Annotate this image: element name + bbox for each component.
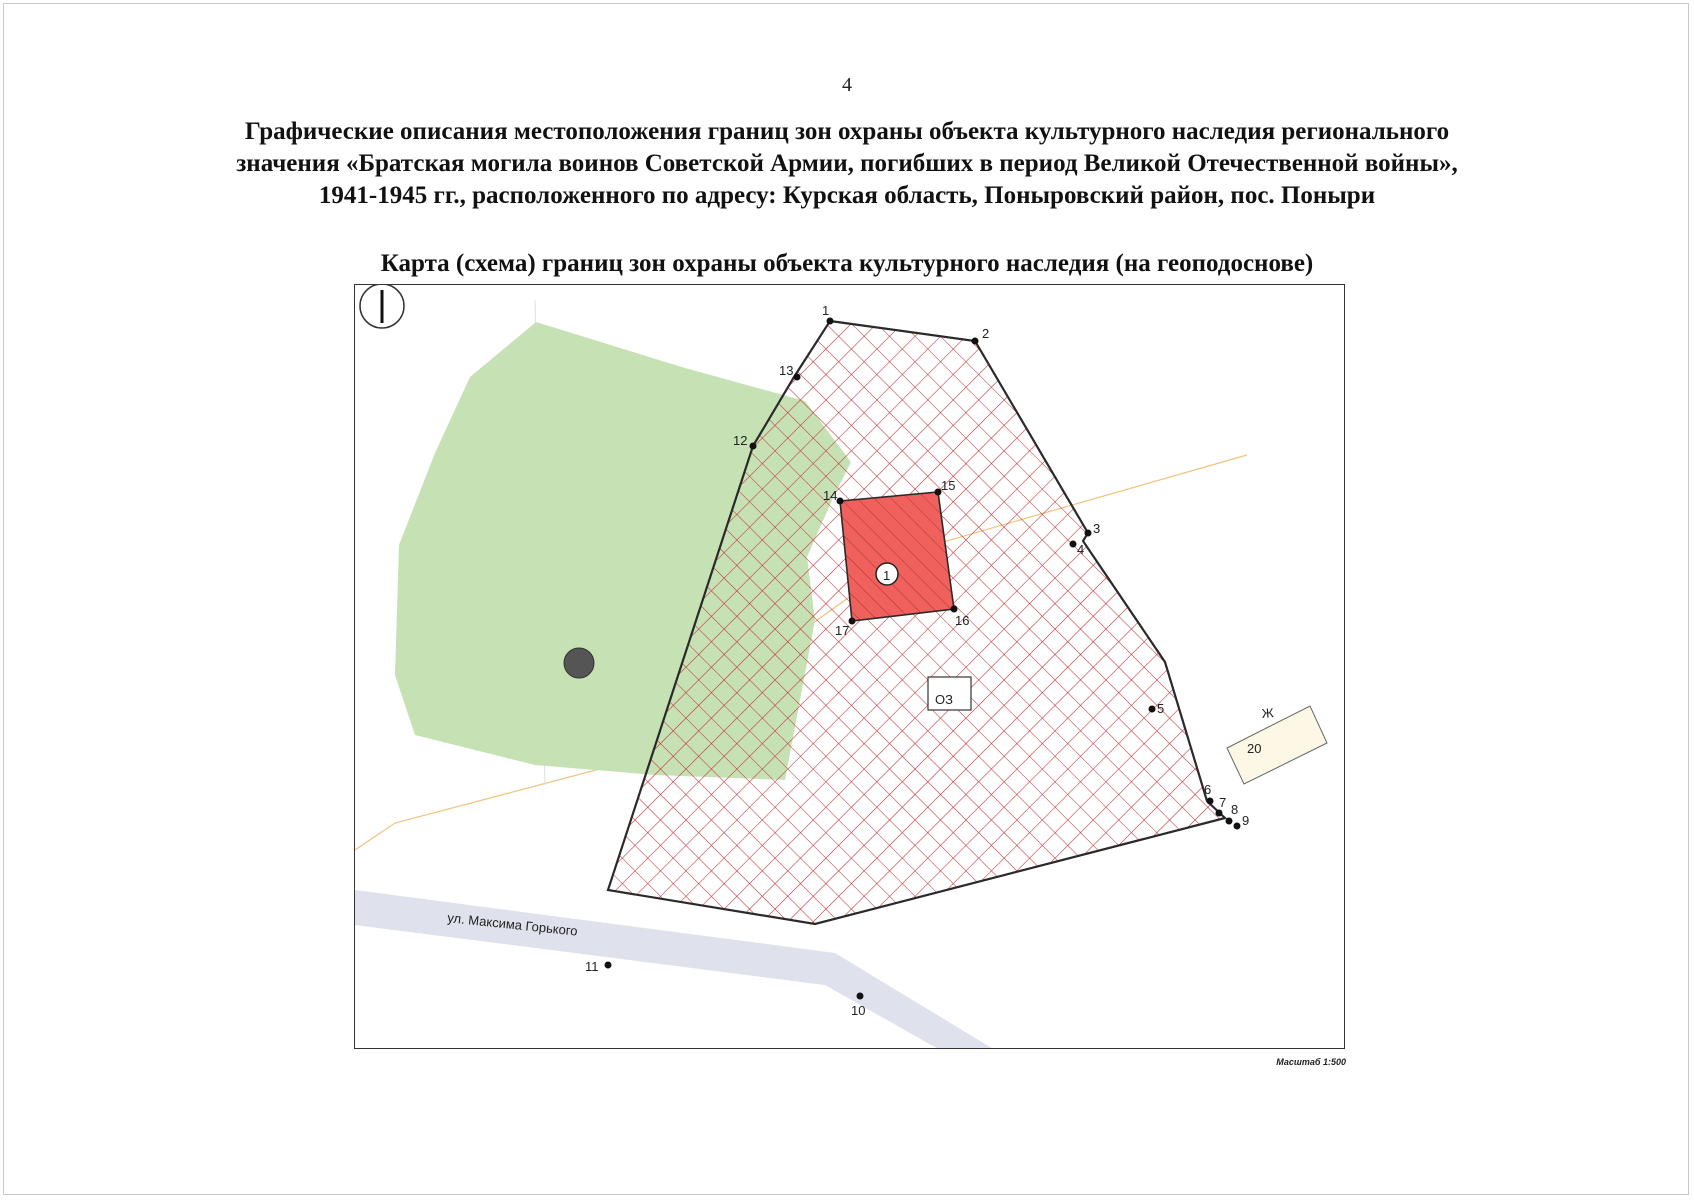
page-number: 4 xyxy=(842,74,852,96)
title-line-3: 1941-1945 гг., расположенного по адресу: Курская область, Поныровский район, пос. Поныри xyxy=(318,182,1376,209)
vertex-label-8: 8 xyxy=(1231,802,1239,817)
vertex-label-10: 10 xyxy=(851,1003,866,1018)
vertex-label-2: 2 xyxy=(982,326,990,341)
building-number-label: 20 xyxy=(1247,741,1262,756)
heritage-object-hatch xyxy=(840,492,954,621)
vertex-label-6: 6 xyxy=(1204,782,1212,797)
vertex-label-17: 17 xyxy=(835,623,850,638)
vertex-label-5: 5 xyxy=(1157,701,1165,716)
vertex-label-12: 12 xyxy=(733,433,748,448)
map-scale: Масштаб 1:500 xyxy=(1276,1057,1346,1067)
vertex-label-15: 15 xyxy=(941,478,956,493)
street-label: ул. Максима Горького xyxy=(446,910,579,939)
vertex-label-16: 16 xyxy=(955,613,970,628)
map-title: Карта (схема) границ зон охраны объекта культурного наследия (на геоподоснове) xyxy=(380,250,1314,277)
map-frame xyxy=(354,284,1345,1049)
zone-label: ОЗ xyxy=(935,692,953,707)
map-canvas xyxy=(355,285,1345,1049)
vertex-label-3: 3 xyxy=(1093,521,1101,536)
vertex-label-4: 4 xyxy=(1077,542,1085,557)
vertex-label-7: 7 xyxy=(1219,795,1227,810)
object-marker-label: 1 xyxy=(883,568,891,583)
vertex-label-11: 11 xyxy=(585,959,599,974)
vertex-label-14: 14 xyxy=(823,488,838,503)
title-line-2: значения «Братская могила воинов Советской Армии, погибших в период Великой Отечественной войны», xyxy=(236,150,1458,177)
building-zh-20 xyxy=(1227,706,1327,784)
building-type-label: Ж xyxy=(1261,705,1275,721)
monument-dot xyxy=(564,648,594,678)
title-line-1: Графические описания местоположения границ зон охраны объекта культурного наследия регионального xyxy=(244,118,1450,145)
vertex-label-13: 13 xyxy=(779,363,794,378)
vertex-label-9: 9 xyxy=(1242,813,1250,828)
vertex-label-1: 1 xyxy=(822,303,830,318)
document-title xyxy=(130,116,1564,212)
